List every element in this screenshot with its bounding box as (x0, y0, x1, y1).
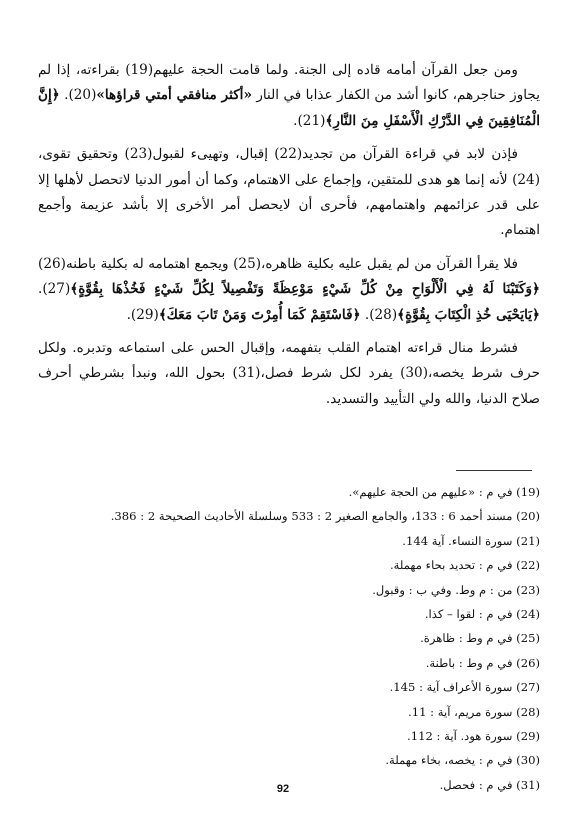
footnote-ref: (29) (130, 306, 159, 323)
footnote-ref: (20) (68, 87, 97, 104)
footnote: (22) في م : تحديد بحاء مهملة. (389, 558, 540, 573)
footnote-ref: (23) (124, 146, 153, 163)
text-run: فلا يقرأ القرآن من لم يقبل عليه بكلية ظاهره، (261, 255, 518, 272)
quoted-text: ﴿إِنَّ الْمُنَافِقِينَ فِي الدَّرْكِ الْأَسْفَلِ مِنَ النَّارِ﴾ (38, 87, 540, 129)
footnote-separator (456, 470, 532, 471)
text-run: ويجمع اهتمامه له بكلية باطنه (65, 255, 234, 272)
footnote: (19) في م : «عليهم من الحجة عليهم». (348, 485, 540, 499)
footnote-ref: (26) (38, 255, 66, 272)
footnote-ref: (22) (274, 146, 303, 163)
text-run: وتحقيق تقوى، (38, 146, 125, 163)
footnote-ref: (19) (125, 62, 154, 78)
text-run: فإذن لابد في قراءة القرآن من تجديد (302, 146, 518, 163)
footnote-ref: (31) (232, 365, 261, 382)
text-run: . (360, 306, 370, 323)
footnote-ref: (28) (369, 306, 398, 323)
text-run: بقراءته، إذا لم يجاوز حناجرهم، كانوا أشد من الكفار عذابا في النار (38, 62, 540, 104)
footnote: (29) سورة هود. آية : 112. (407, 728, 540, 743)
footnote-ref: (27) (42, 281, 71, 298)
footnote: (24) في م : لقوا – كذا. (424, 606, 540, 621)
paragraph (38, 252, 540, 328)
footnote: (25) في م وط : ظاهرة. (420, 631, 540, 646)
text-run: . (59, 87, 69, 104)
footnote: (30) في م : يخصه، بخاء مهملة. (385, 753, 540, 768)
text-run: بحول الله، ونبدأ بشرطي أحرف صلاح الدنيا، والله ولي التأييد والتسديد. (38, 365, 540, 407)
paragraph (38, 142, 540, 244)
text-run: . (126, 306, 131, 323)
paragraph (38, 58, 540, 134)
quoted-text: ﴿يَايَحْيَى خُذِ الْكِتَابَ بِقُوَّةٍ﴾ (397, 306, 540, 323)
text-run: إقبال، وتهيىء لقبول (152, 146, 275, 163)
footnote-ref: (30) (400, 365, 429, 382)
footnote: (28) سورة مريم، آية : 11. (408, 704, 540, 719)
text-run: . (38, 281, 43, 298)
text-run: فشرط منال قراءته اهتمام القلب بتفهمه، وإقبال الحس على استماعه وتدبره. ولكل حرف شرط يخصه، (38, 340, 541, 382)
footnote-ref: (25) (233, 255, 262, 272)
main-text (38, 58, 540, 420)
footnote: (21) سورة النساء. آية 144. (402, 533, 540, 548)
page-number: 92 (276, 783, 290, 795)
quoted-text: ﴿وَكَتَبْنَا لَهُ فِي الْأَلْوَاحِ مِنْ كُلِّ شَيْءٍ مَوْعِظَةً وَتَفْصِيلاً لِكُلِّ شَيْءٍ فَخُذْهَا بِقُوَّةٍ﴾ (70, 281, 540, 298)
text-run: ومن جعل القرآن أمامه قاده إلى الجنة. ولما قامت الحجة عليهم (153, 62, 518, 78)
text-run: يفرد لكل شرط فصل، (260, 365, 401, 382)
footnotes-list (38, 480, 540, 797)
text-run: . (293, 112, 298, 129)
footnote: (23) من : م وط. وفي ب : وقبول. (372, 582, 540, 597)
quoted-text: «أكثر منافقي أمتي قراؤها» (96, 87, 252, 104)
footnote: (20) مسند أحمد 6 : 133، والجامع الصغير 2 : 533 وسلسلة الأحاديث الصحيحة 2 : 386. (110, 509, 540, 524)
footnote-ref: (21) (297, 112, 326, 129)
footnote: (31) في م : فحصل. (439, 777, 540, 792)
paragraph (38, 336, 540, 412)
footnote: (27) سورة الأعراف آية : 145. (389, 680, 540, 695)
footnote: (26) في م وط : باطنة. (425, 655, 540, 670)
text-run: لأنه إنما هو هدى للمتقين، وإجماع على الاهتمام، وكما أن أمور الدنيا لاتحصل لأهلها إلا على قدر عزائمهم واهتمامهم، فأحرى أن لايحصل أمر الأخرى إلا بأشد عزيمة وأجمع اهتمام. (38, 171, 540, 239)
footnote-ref: (24) (512, 171, 540, 188)
quoted-text: ﴿فَاسْتَقِمْ كَمَا أُمِرْتَ وَمَنْ تَابَ مَعَكَ﴾ (158, 306, 361, 323)
